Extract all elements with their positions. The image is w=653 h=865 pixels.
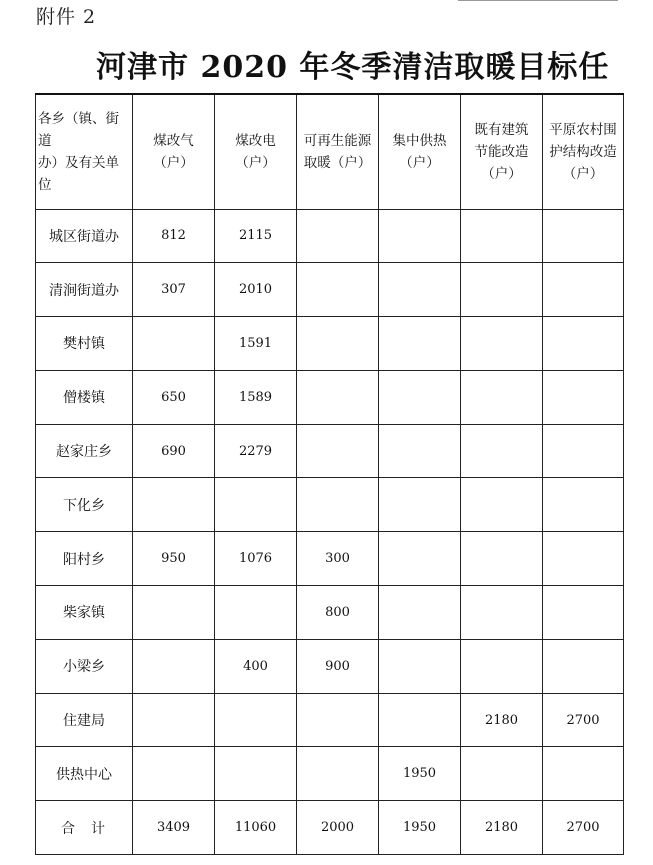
- cell-gas: [133, 747, 215, 801]
- cell-renewable: [297, 478, 379, 532]
- header-building-line: 节能改造: [474, 143, 529, 160]
- cell-building: [461, 639, 543, 693]
- cell-gas-total: 3409: [133, 801, 215, 855]
- header-building-line: （户）: [481, 165, 522, 182]
- cell-rural-total: 2700: [543, 801, 624, 855]
- cell-renewable: [297, 263, 379, 317]
- cell-gas: [133, 478, 215, 532]
- cell-electric: 2115: [215, 209, 297, 263]
- cell-unit: 城区街道办: [36, 209, 133, 263]
- cell-renewable: [297, 424, 379, 478]
- cell-central: 1950: [379, 747, 461, 801]
- cell-rural: 2700: [543, 693, 624, 747]
- cell-building: [461, 263, 543, 317]
- header-renewable: [297, 94, 379, 209]
- cell-building: [461, 317, 543, 371]
- cell-rural: [543, 263, 624, 317]
- cell-building: [461, 478, 543, 532]
- table-row: [36, 263, 624, 317]
- targets-table: [35, 93, 624, 855]
- header-building: [461, 94, 543, 209]
- cell-central: [379, 586, 461, 640]
- cell-central: [379, 532, 461, 586]
- cell-unit: 供热中心: [36, 747, 133, 801]
- cell-electric-total: 11060: [215, 801, 297, 855]
- cell-building: [461, 424, 543, 478]
- cell-unit: 僧楼镇: [36, 370, 133, 424]
- cell-renewable-total: 2000: [297, 801, 379, 855]
- cell-electric: 2010: [215, 263, 297, 317]
- cell-unit: 清涧街道办: [36, 263, 133, 317]
- header-rural: [543, 94, 624, 209]
- table-row: [36, 693, 624, 747]
- cell-building-total: 2180: [461, 801, 543, 855]
- table-row: [36, 478, 624, 532]
- cell-building: [461, 370, 543, 424]
- cell-electric: [215, 478, 297, 532]
- cell-renewable: [297, 747, 379, 801]
- header-electric: [215, 94, 297, 209]
- cell-electric: 1076: [215, 532, 297, 586]
- cell-gas: 812: [133, 209, 215, 263]
- table-row: [36, 532, 624, 586]
- header-rule: [458, 0, 618, 1]
- cell-unit: 阳村乡: [36, 532, 133, 586]
- cell-unit: 柴家镇: [36, 586, 133, 640]
- cell-electric: 400: [215, 639, 297, 693]
- cell-rural: [543, 424, 624, 478]
- cell-gas: [133, 639, 215, 693]
- cell-electric: [215, 747, 297, 801]
- cell-rural: [543, 747, 624, 801]
- cell-renewable: 800: [297, 586, 379, 640]
- cell-rural: [543, 209, 624, 263]
- header-central-line: 集中供热: [392, 132, 447, 149]
- table-row: [36, 209, 624, 263]
- cell-gas: 650: [133, 370, 215, 424]
- cell-renewable: [297, 693, 379, 747]
- cell-central: [379, 424, 461, 478]
- cell-electric: [215, 586, 297, 640]
- header-electric-line: 煤改电: [235, 132, 276, 149]
- cell-building: [461, 747, 543, 801]
- cell-renewable: 300: [297, 532, 379, 586]
- cell-electric: [215, 693, 297, 747]
- table-row: [36, 317, 624, 371]
- cell-building: [461, 532, 543, 586]
- cell-unit: 住建局: [36, 693, 133, 747]
- cell-gas: [133, 586, 215, 640]
- cell-building: [461, 586, 543, 640]
- cell-renewable: [297, 317, 379, 371]
- cell-unit: 小梁乡: [36, 639, 133, 693]
- document-title: 河津市 2020 年冬季清洁取暖目标任: [96, 50, 610, 85]
- cell-rural: [543, 586, 624, 640]
- header-unit-line: 各乡（镇、街道: [38, 110, 119, 149]
- cell-gas: 690: [133, 424, 215, 478]
- header-renewable-line: 可再生能源: [303, 132, 372, 149]
- cell-gas: 950: [133, 532, 215, 586]
- header-row: [36, 94, 624, 209]
- cell-rural: [543, 532, 624, 586]
- cell-unit: 樊村镇: [36, 317, 133, 371]
- cell-renewable: 900: [297, 639, 379, 693]
- header-central-line: （户）: [399, 154, 440, 171]
- table-row: [36, 586, 624, 640]
- table-row: [36, 639, 624, 693]
- header-gas: [133, 94, 215, 209]
- cell-renewable: [297, 370, 379, 424]
- header-rural-line: （户）: [562, 165, 604, 182]
- header-gas-line: 煤改气: [153, 132, 194, 149]
- header-central: [379, 94, 461, 209]
- cell-rural: [543, 370, 624, 424]
- cell-gas: [133, 693, 215, 747]
- cell-electric: 1589: [215, 370, 297, 424]
- cell-building: 2180: [461, 693, 543, 747]
- cell-rural: [543, 317, 624, 371]
- cell-electric: 1591: [215, 317, 297, 371]
- cell-central: [379, 263, 461, 317]
- header-rural-line: 平原农村围: [549, 121, 617, 138]
- table-row: [36, 424, 624, 478]
- header-electric-line: （户）: [235, 154, 276, 171]
- cell-unit-total: 合计: [36, 801, 133, 855]
- cell-central: [379, 693, 461, 747]
- cell-central: [379, 639, 461, 693]
- header-renewable-line: 取暖（户）: [303, 154, 372, 171]
- header-unit: [36, 94, 133, 209]
- cell-gas: [133, 317, 215, 371]
- cell-electric: 2279: [215, 424, 297, 478]
- header-rural-line: 护结构改造: [549, 143, 617, 160]
- cell-building: [461, 209, 543, 263]
- header-gas-line: （户）: [153, 154, 194, 171]
- cell-central: [379, 370, 461, 424]
- cell-renewable: [297, 209, 379, 263]
- cell-central: [379, 317, 461, 371]
- total-row: [36, 801, 624, 855]
- cell-central: [379, 478, 461, 532]
- cell-gas: 307: [133, 263, 215, 317]
- header-building-line: 既有建筑: [474, 121, 529, 138]
- cell-unit: 下化乡: [36, 478, 133, 532]
- cell-unit: 赵家庄乡: [36, 424, 133, 478]
- cell-rural: [543, 478, 624, 532]
- table-row: [36, 370, 624, 424]
- cell-rural: [543, 639, 624, 693]
- cell-central-total: 1950: [379, 801, 461, 855]
- header-unit-line: 办）及有关单位: [38, 154, 119, 193]
- table-row: [36, 747, 624, 801]
- attachment-label: 附件 2: [36, 6, 97, 28]
- cell-central: [379, 209, 461, 263]
